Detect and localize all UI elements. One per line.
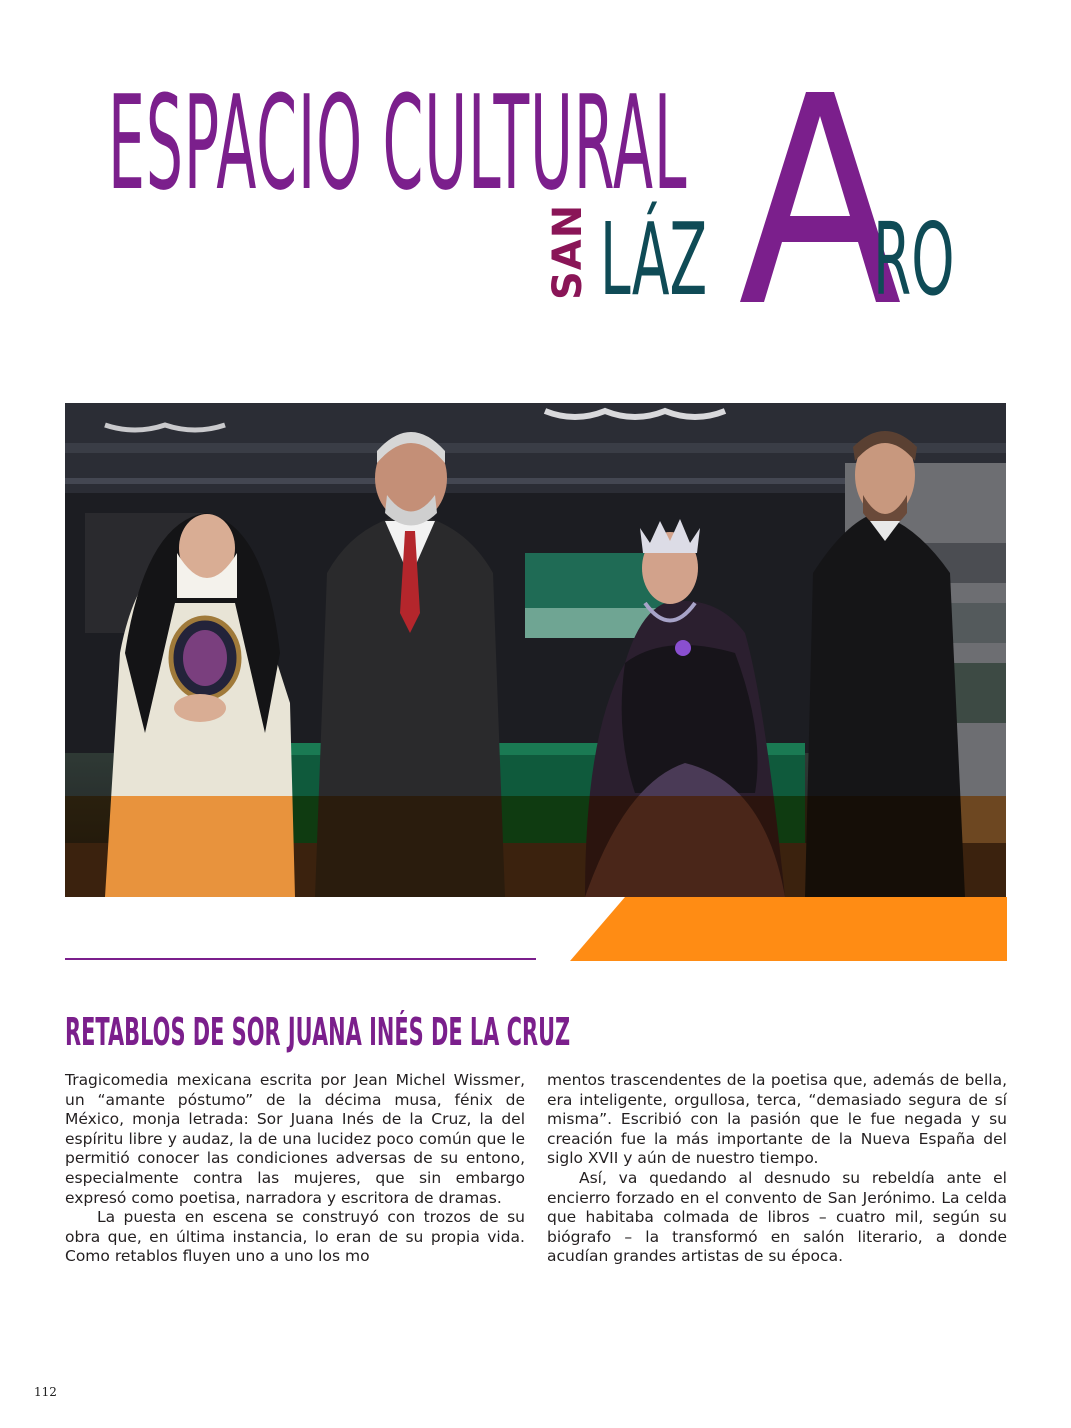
masthead-san: SAN [545, 203, 591, 300]
paragraph: Así, va quedando al desnudo su rebeldía ante el encierro forzado en el convento de San Jerónimo. La celda que habitaba colmada de libros – cuatro mil, según su biógrafo – la transformó en salón literario, a donde acudían grandes artistas de su época. [547, 1168, 1007, 1266]
masthead-ro: RO [873, 201, 955, 318]
paragraph: mentos trascendentes de la poetisa que, además de bella, era inteligente, orgullosa, terca, “demasiado segura de sí misma”. Escribió con la pasión que le fue negada y su creación fue la más importante de la Nueva España del siglo XVII y aún de nuestro tiempo. [547, 1071, 1007, 1168]
orange-corner-shape [570, 897, 1007, 961]
page-number: 112 [34, 1385, 57, 1399]
orange-overlay-band [65, 796, 1006, 897]
paragraph: La puesta en escena se construyó con trozos de su obra que, en última instancia, lo eran de su propia vida. Como retablos fluyen uno a uno los mo [65, 1208, 525, 1266]
masthead-title [108, 67, 688, 219]
masthead-laz: LÁZ [600, 201, 708, 318]
masthead-title-line1: ESPACIO CULTURAL [108, 67, 688, 219]
article-title: RETABLOS DE SOR JUANA INÉS DE LA CRUZ [65, 1010, 571, 1054]
article-column-right [547, 1071, 1007, 1267]
article-column-left [65, 1071, 525, 1267]
paragraph: Tragicomedia mexicana escrita por Jean Michel Wissmer, un “amante póstumo” de la décima musa, fénix de México, monja letrada: Sor Juana Inés de la Cruz, la del espíritu libre y audaz, la de una lucidez poco común que le permitió conocer las condiciones adversas de su entono, especialmente contra las mujeres, que sin embargo expresó como poetisa, narradora y escritora de dramas. [65, 1071, 525, 1207]
divider-rule [65, 958, 536, 960]
